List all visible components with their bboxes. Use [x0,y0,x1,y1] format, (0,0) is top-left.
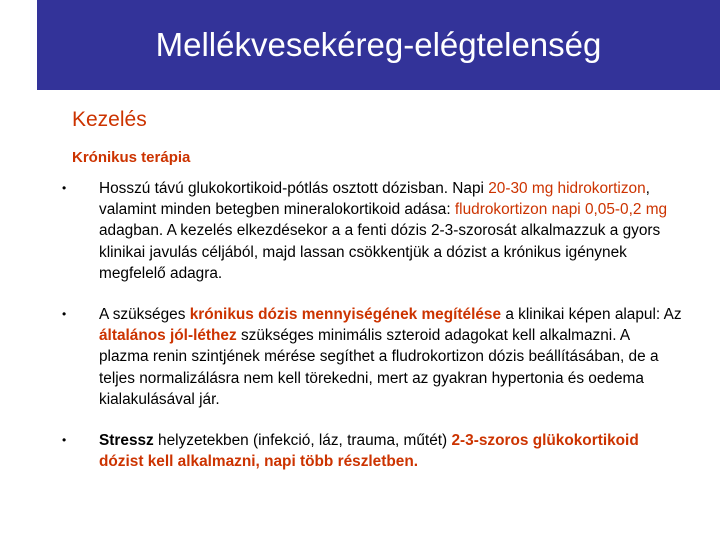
bullet-item [62,430,682,472]
bullet-text: 2-3-szoros glükokortikoid dózist kell alkalmazni, napi több részletben. [99,432,639,471]
bullet-dot-icon: • [62,433,67,448]
bullet-text: A szükséges [99,306,190,324]
bullet-text: szükséges minimális szteroid adagokat kell alkalmazni. A plazma renin szintjének mérése segíthet a fludrokortizon dózis beállításában, de a teljes normalizálásra nem kell törekedni, mert az gyakran hypertonia és oedema kialakulásával jár. [99,327,659,408]
bullet-item [62,304,682,410]
bullet-text: fludrokortizon napi 0,05-0,2 mg [454,201,668,219]
bullet-text: Hosszú távú glukokortikoid-pótlás osztott dózisban. Napi [99,180,489,197]
bullet-text: , valamint minden betegben mineralokortikoid adása: [99,180,650,219]
title-bar [37,0,720,90]
bullet-dot-icon: • [62,307,67,322]
bullet-text: krónikus dózis mennyiségének megítélése [189,306,502,324]
bullet-item [62,178,682,284]
bullet-text: helyzetekben (infekció, láz, trauma, műtét) [153,432,452,450]
bullet-dot-icon: • [62,181,67,195]
bullet-text: 20-30 mg hidrokortizon [488,180,646,197]
bullet-text: a klinikai képen alapul: Az [501,306,682,324]
bullet-text: általános jól-léthez [99,327,237,345]
bullet-list [62,178,682,492]
slide-title: Mellékvesekéreg-elégtelenség [155,26,602,63]
bullet-text: Stressz [99,432,154,450]
subsection-heading: Krónikus terápia [72,149,191,166]
section-heading: Kezelés [72,108,147,131]
bullet-text: adagban. A kezelés elkezdésekor a a fenti dózis 2-3-szorosát alkalmazzuk a gyors klinikai javulás céljából, majd lassan csökkentjük a dózist a krónikus igénynek megfelelő adagra. [99,222,661,282]
